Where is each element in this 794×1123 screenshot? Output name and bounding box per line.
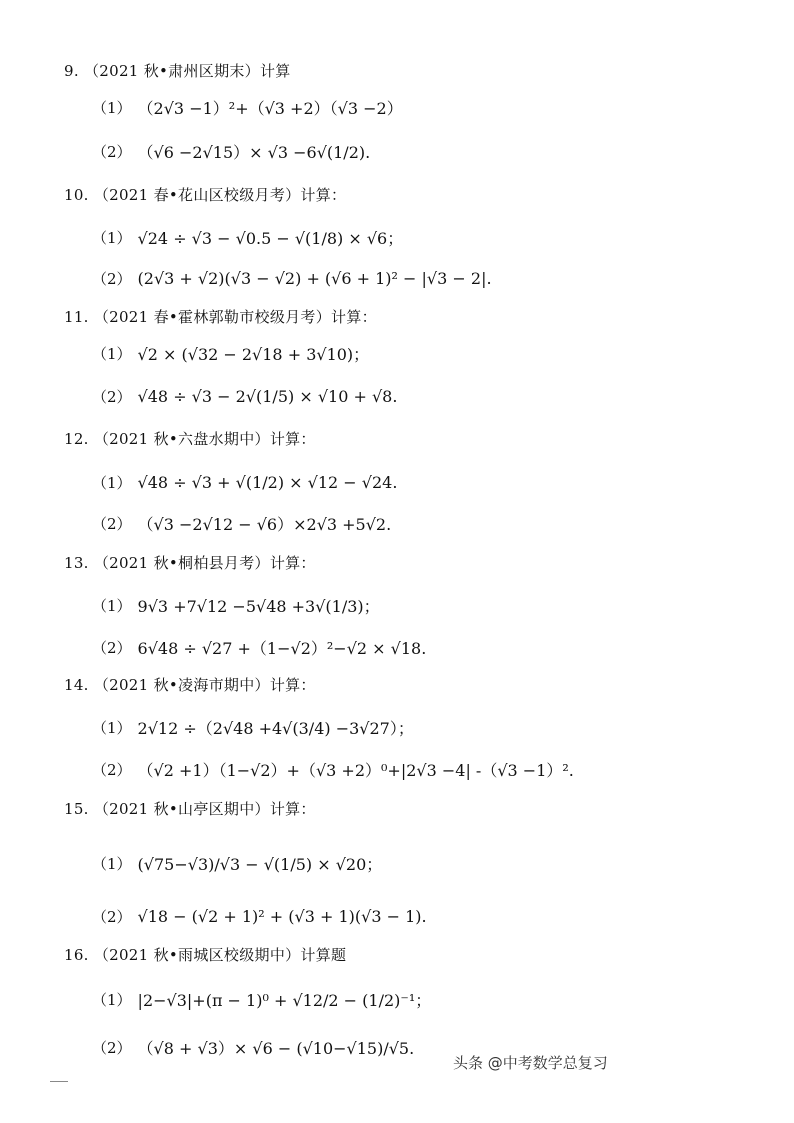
problem-9-title: 9. （2021 秋•肃州区期末）计算 [64,62,291,80]
part-number: （1） [92,597,132,615]
expression: （√8 + √3）× √6 − (√10−√15)/√5. [137,1039,415,1058]
problem-11-part-1 [92,342,369,365]
problem-12-title: 12. （2021 秋•六盘水期中）计算： [64,430,316,448]
expression: (√75−√3)/√3 − √(1/5) × √20； [137,855,383,874]
expression: √24 ÷ √3 − √0.5 − √(1/8) × √6； [137,229,404,248]
part-number: （1） [92,474,132,492]
part-number: （2） [92,908,132,926]
expression: 2√12 ÷（2√48 +4√(3/4) −3√27）； [137,719,414,738]
part-number: （2） [92,270,132,288]
expression: 6√48 ÷ √27 +（1−√2）²−√2 × √18. [137,639,427,658]
part-number: （1） [92,991,132,1009]
expression: √48 ÷ √3 + √(1/2) × √12 − √24. [137,473,398,492]
part-number: （1） [92,855,132,873]
problem-14-part-1 [92,716,414,739]
part-number: （2） [92,515,132,533]
expression: √48 ÷ √3 − 2√(1/5) × √10 + √8. [137,387,398,406]
problem-13-part-1 [92,594,380,617]
expression: √18 − (√2 + 1)² + (√3 + 1)(√3 − 1). [137,907,427,926]
problem-14-part-2 [92,758,574,781]
problem-12-part-1 [92,472,397,493]
expression: 9√3 +7√12 −5√48 +3√(1/3)； [137,597,380,616]
part-number: （2） [92,143,132,161]
problem-15-title: 15. （2021 秋•山亭区期中）计算： [64,800,316,818]
corner-mark [50,1081,68,1082]
problem-15-part-2 [92,906,427,927]
part-number: （2） [92,761,132,779]
part-number: （2） [92,639,132,657]
expression: （2√3 −1）²+（√3 +2）（√3 −2） [137,99,403,118]
problem-10-title: 10. （2021 春•花山区校级月考）计算： [64,186,347,204]
problem-16-title: 16. （2021 秋•雨城区校级期中）计算题 [64,946,347,964]
expression: （√2 +1）（1−√2）+（√3 +2）⁰+|2√3 −4| -（√3 −1）². [137,761,574,780]
problem-14-title: 14. （2021 秋•凌海市期中）计算： [64,676,316,694]
problem-11-part-2 [92,386,397,407]
problem-15-part-1 [92,852,382,875]
problem-13-title: 13. （2021 秋•桐柏县月考）计算： [64,554,316,572]
problem-11-title: 11. （2021 春•霍林郭勒市校级月考）计算： [64,308,377,326]
problem-10-part-2 [92,268,492,289]
part-number: （1） [92,719,132,737]
expression: （√3 −2√12 − √6）×2√3 +5√2. [137,515,392,534]
expression: (2√3 + √2)(√3 − √2) + (√6 + 1)² − |√3 − 2|. [137,269,492,288]
problem-9-part-2 [92,140,370,163]
problem-13-part-2 [92,636,426,659]
expression: （√6 −2√15）× √3 −6√(1/2). [137,143,371,162]
part-number: （1） [92,229,132,247]
problem-12-part-2 [92,512,391,535]
part-number: （2） [92,388,132,406]
problem-16-part-1 [92,988,431,1011]
problem-16-part-2 [92,1036,414,1059]
expression: √2 × (√32 − 2√18 + 3√10)； [137,345,370,364]
part-number: （2） [92,1039,132,1057]
part-number: （1） [92,345,132,363]
problem-10-part-1 [92,226,403,249]
part-number: （1） [92,99,132,117]
problem-9-part-1 [92,96,403,119]
watermark: 头条 @中考数学总复习 [453,1054,608,1072]
expression: |2−√3|+(π − 1)⁰ + √12/2 − (1/2)⁻¹； [137,991,432,1010]
